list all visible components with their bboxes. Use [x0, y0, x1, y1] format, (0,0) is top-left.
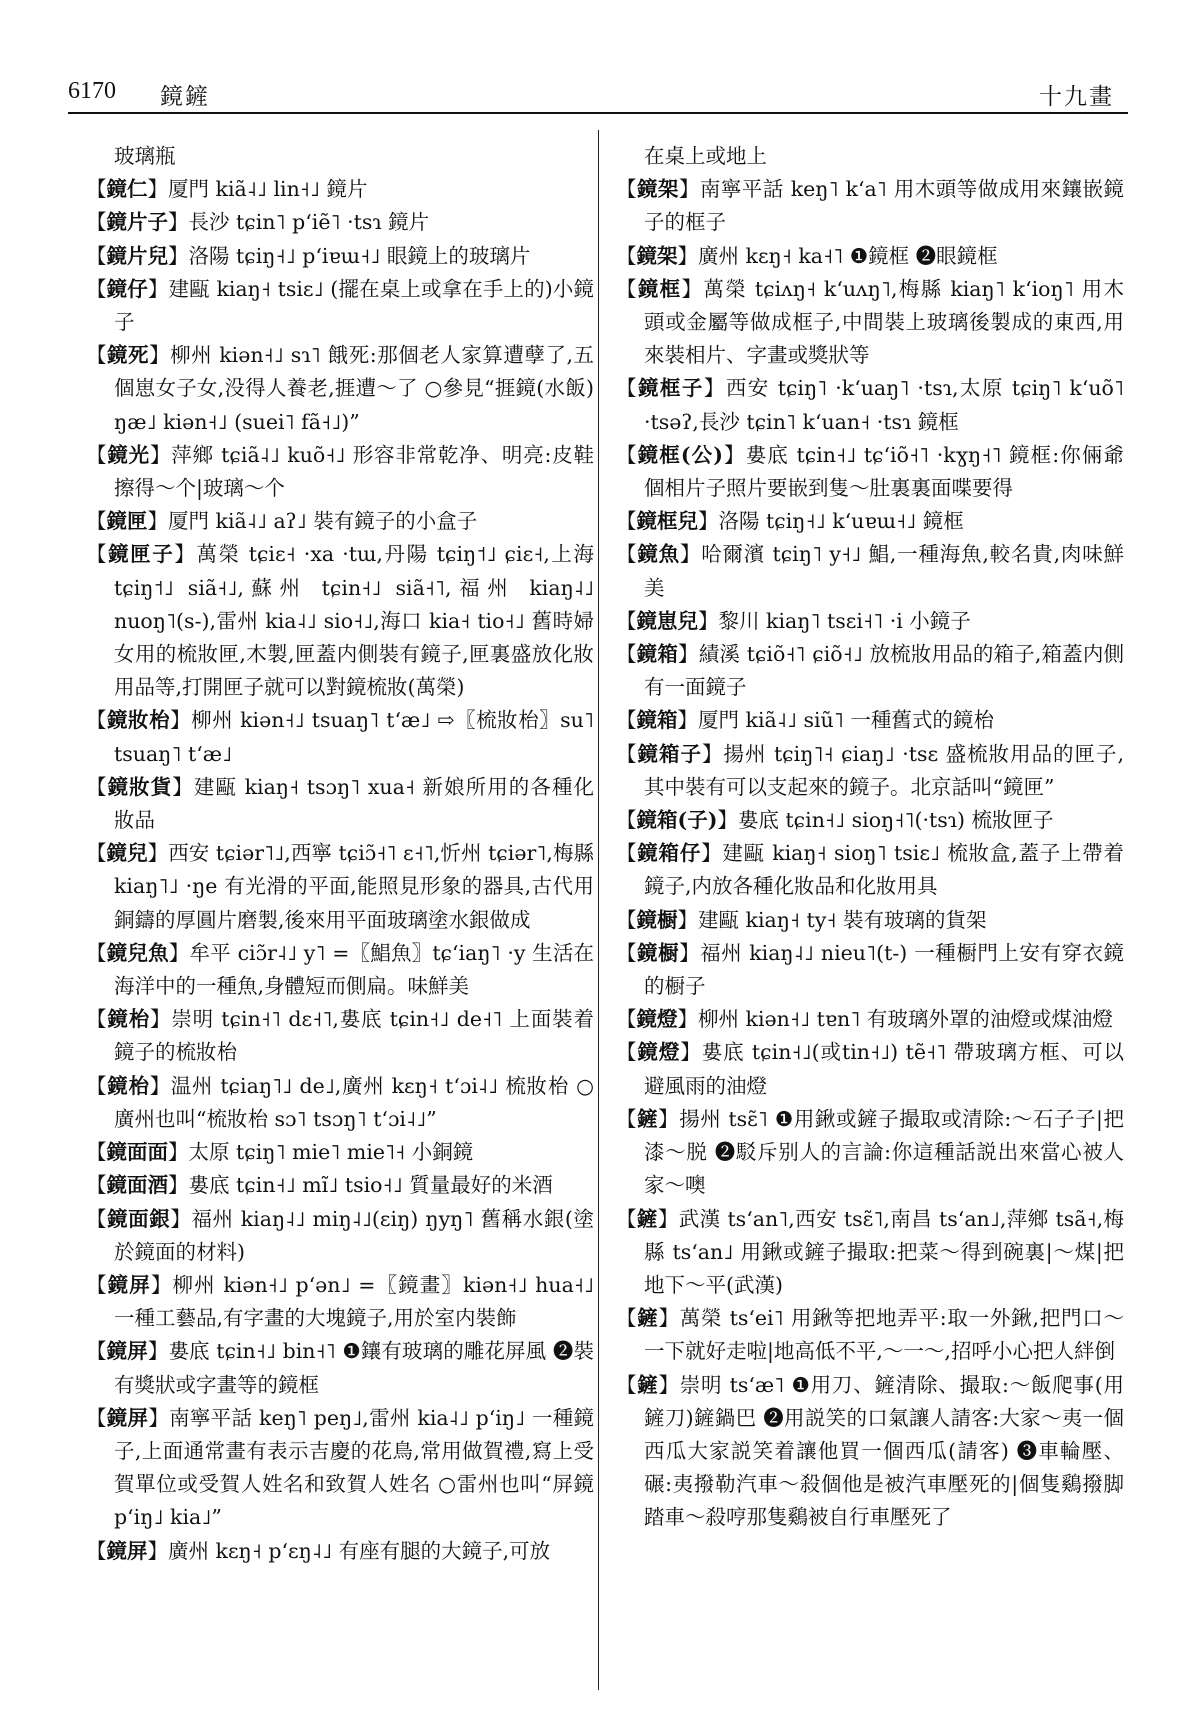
- dictionary-entry: [86, 1169, 594, 1202]
- dictionary-entry: [86, 704, 594, 770]
- entry-text: 揚州 tsɛ̃˥ ❶用鍬或鏟子撮取或清除:～石子子|把漆～脱 ❷駁斥别人的言論:你這種話説出來當心被人家～噢: [644, 1106, 1125, 1198]
- entry-text: 温州 tɕiaŋ˥˩ de˩,廣州 kɛŋ˧ tʻɔi˨˩ 梳妝枱 ○廣州也叫“梳妝枱 sɔ˥ tsɔŋ˥ tʻɔi˨˩”: [114, 1073, 595, 1131]
- entry-text: 萍鄉 tɕiã˨˩ kuõ˧˩ 形容非常乾净、明亮:皮鞋擦得～个|玻璃～个: [114, 442, 595, 501]
- entry-text: 黎川 kiaŋ˥ tsɛi˧˥ ·i 小鏡子: [718, 608, 971, 633]
- dictionary-entry: [86, 505, 594, 538]
- entry-headword: 【鏡仁】: [86, 177, 168, 202]
- entry-headword: 【鏡橱】: [616, 940, 701, 965]
- dictionary-entry: [616, 173, 1124, 239]
- entry-text: 績溪 tɕiõ˧˥ ɕiõ˧˩ 放梳妝用品的箱子,箱蓋内側有一面鏡子: [644, 642, 1125, 700]
- entry-text: 萬榮 tɕiʌŋ˧ kʻuʌŋ˥,梅縣 kiaŋ˥ kʻioŋ˥ 用木頭或金屬等做成框子,中間裝上玻璃後製成的東西,用來裝相片、字畫或獎狀等: [644, 276, 1125, 368]
- entry-headword: 【鏡屏】: [86, 1339, 169, 1364]
- entry-headword: 【鏡魚】: [616, 542, 702, 567]
- dictionary-entry: [616, 505, 1124, 538]
- stroke-count-label: 十九畫: [1039, 84, 1114, 110]
- dictionary-entry: [616, 273, 1124, 373]
- entry-headword: 【鏡死】: [86, 343, 171, 368]
- column-divider: [598, 130, 599, 1690]
- dictionary-entry: [86, 173, 594, 206]
- dictionary-entry: [86, 937, 594, 1003]
- entry-headword: 【鏡兒】: [86, 841, 169, 866]
- entry-headword: 【鏡兒魚】: [86, 940, 190, 965]
- entry-text: 福州 kiaŋ˨˩ nieu˥(t-) 一種橱門上安有穿衣鏡的橱子: [644, 940, 1125, 999]
- dictionary-entry: [616, 638, 1124, 704]
- entry-headword: 【鏟】: [616, 1306, 680, 1331]
- entry-text: 柳州 kiən˧˩ sɿ˥ 餓死:那個老人家算遭孽了,五個崽女子女,没得人養老,捱遭～了 ○參見“捱鏡(水飯) ŋæ˩ kiən˧˩ (suei˥ fã˧˩)”: [114, 343, 595, 434]
- dictionary-entry: [616, 904, 1124, 937]
- entry-headword: 【鏡妝枱】: [86, 708, 192, 733]
- entry-text: 建甌 kiaŋ˧ tsiɛ˩ (擺在桌上或拿在手上的)小鏡子: [114, 276, 595, 335]
- entry-headword: 【鏡架】: [616, 243, 698, 268]
- dictionary-entry: [86, 771, 594, 837]
- entry-headword: 【鏡妝貨】: [86, 774, 194, 799]
- entry-text: 廣州 kɛŋ˧ ka˧˥ ❶鏡框 ❷眼鏡框: [698, 243, 998, 268]
- entry-text: 建甌 kiaŋ˧ tsɔŋ˥ xua˧ 新娘所用的各種化妝品: [114, 774, 595, 833]
- entry-text: 洛陽 tɕiŋ˧˩ pʻiɐɯ˧˩ 眼鏡上的玻璃片: [188, 243, 531, 268]
- entry-text: 南寧平話 keŋ˥ peŋ˩,雷州 kia˨˩ pʻiŋ˩ 一種鏡子,上面通常畫有表示吉慶的花鳥,常用做賀禮,寫上受賀單位或受賀人姓名和致賀人姓名 ○雷州也叫“屏鏡 pʻiŋ˩ kia˩”: [114, 1405, 594, 1530]
- entry-text: 崇明 tɕin˧˥ dɛ˧˥,婁底 tɕin˧˩ de˧˥ 上面裝着鏡子的梳妝枱: [114, 1007, 594, 1065]
- entry-headword: 【鏡屏】: [86, 1272, 173, 1297]
- dictionary-entry: [86, 538, 594, 704]
- dictionary-entry: [616, 439, 1124, 505]
- dictionary-entry: [616, 738, 1124, 804]
- entry-headword: 【鏡箱(子)】: [616, 808, 738, 833]
- running-head: 鏡鏟: [160, 84, 210, 110]
- entry-text: 揚州 tɕiŋ˥˧ ɕiaŋ˩ ·tsɛ 盛梳妝用品的匣子,其中裝有可以支起來的鏡子。北京話叫“鏡匣”: [644, 741, 1125, 799]
- entry-headword: 【鏡枱】: [86, 1007, 172, 1032]
- entry-text: 柳州 kiən˧˩ pʻən˩ =〖鏡畫〗kiən˧˩ hua˧˩ 一種工藝品,有字畫的大塊鏡子,用於室内裝飾: [114, 1272, 595, 1331]
- dictionary-entry: [616, 538, 1124, 604]
- entry-headword: 【鏡屏】: [86, 1538, 168, 1563]
- dictionary-entry: [616, 372, 1124, 438]
- entry-headword: 【鏡箱仔】: [616, 841, 723, 866]
- entry-text: 厦門 kiã˨˩ siũ˥ 一種舊式的鏡枱: [698, 708, 994, 733]
- entry-text: 西安 tɕiŋ˥ ·kʻuaŋ˥ ·tsɿ,太原 tɕiŋ˥ kʻuõ˥ ·tsəʔ,長沙 tɕin˥ kʻuan˧ ·tsɿ 鏡框: [644, 376, 1125, 434]
- entry-text: 婁底 tɕin˧˩ tɕʻiõ˧˥ ·kɣŋ˧˥ 鏡框:你倆爺個相片子照片要嵌到隻～肚裏裏面喋要得: [644, 442, 1124, 501]
- dictionary-entry: [86, 206, 594, 239]
- entry-headword: 【鏡崽兒】: [616, 608, 719, 633]
- entry-text: 建甌 kiaŋ˧ sioŋ˥ tsiɛ˩ 梳妝盒,蓋子上帶着鏡子,内放各種化妝品和化妝用具: [644, 841, 1125, 899]
- entry-headword: 【鏡面酒】: [86, 1173, 189, 1198]
- entry-headword: 【鏡箱】: [616, 642, 699, 667]
- dictionary-entry: [86, 1070, 594, 1136]
- dictionary-entry: [86, 1269, 594, 1335]
- dictionary-entry: [616, 837, 1124, 903]
- entry-headword: 【鏡匣】: [86, 509, 168, 534]
- entry-text: 婁底 tɕin˧˩ mĩ˩ tsio˧˩ 質量最好的米酒: [188, 1173, 553, 1198]
- entry-text: 婁底 tɕin˧˩(或tin˧˩) tẽ˧˥ 帶玻璃方框、可以避風雨的油燈: [644, 1040, 1125, 1098]
- entry-text: 太原 tɕiŋ˥ mie˥ mie˥˧ 小銅鏡: [188, 1140, 474, 1165]
- entry-headword: 【鏡面銀】: [86, 1206, 192, 1231]
- dictionary-entry: [86, 439, 594, 505]
- dictionary-entry: [86, 240, 594, 273]
- entry-headword: 【鏡框兒】: [616, 509, 719, 534]
- dictionary-entry: [616, 605, 1124, 638]
- entry-text: 厦門 kiã˨˩ aʔ˩ 裝有鏡子的小盒子: [168, 509, 478, 534]
- entry-headword: 【鏡橱】: [616, 907, 698, 932]
- entry-headword: 【鏡燈】: [616, 1007, 698, 1032]
- entry-text: 福州 kiaŋ˨˩ miŋ˨˩(ɛiŋ) ŋyŋ˥ 舊稱水銀(塗於鏡面的材料): [114, 1206, 595, 1264]
- entry-headword: 【鏡框】: [616, 276, 704, 301]
- dictionary-entry: [616, 140, 1124, 173]
- entry-headword: 【鏡燈】: [616, 1040, 702, 1065]
- dictionary-entry: [86, 1535, 594, 1568]
- page-header: [68, 78, 1128, 114]
- dictionary-entry: [616, 1103, 1124, 1203]
- entry-text: 建甌 kiaŋ˧ ty˧ 裝有玻璃的貨架: [698, 907, 987, 932]
- entry-text: 在桌上或地上: [644, 144, 767, 168]
- dictionary-entry: [86, 1335, 594, 1401]
- entry-headword: 【鏡框(公)】: [616, 442, 746, 467]
- entry-headword: 【鏡匣子】: [86, 542, 197, 567]
- dictionary-entry: [616, 704, 1124, 737]
- dictionary-entry: [616, 240, 1124, 273]
- dictionary-entry: [86, 1203, 594, 1269]
- entry-headword: 【鏡面面】: [86, 1140, 189, 1165]
- dictionary-entry: [616, 1369, 1124, 1535]
- entry-headword: 【鏡箱】: [616, 708, 698, 733]
- entry-text: 長沙 tɕin˥ pʻiẽ˥ ·tsɿ 鏡片: [188, 210, 430, 235]
- dictionary-entry: [86, 339, 594, 439]
- dictionary-entry: [616, 1036, 1124, 1102]
- entry-text: 洛陽 tɕiŋ˧˩ kʻuɐɯ˧˩ 鏡框: [718, 509, 964, 534]
- dictionary-entry: [86, 1402, 594, 1535]
- entry-text: 婁底 tɕin˧˩ sioŋ˧˥(·tsɿ) 梳妝匣子: [737, 808, 1054, 833]
- entry-text: 南寧平話 keŋ˥ kʻa˥ 用木頭等做成用來鑲嵌鏡子的框子: [644, 177, 1125, 235]
- dictionary-entry: [616, 1203, 1124, 1303]
- entry-text: 柳州 kiən˧˩ tɐn˥ 有玻璃外罩的油燈或煤油燈: [698, 1007, 1113, 1032]
- left-column: [86, 140, 594, 1568]
- entry-headword: 【鏡片子】: [86, 210, 189, 235]
- dictionary-entry: [86, 140, 594, 173]
- dictionary-entry: [616, 1003, 1124, 1036]
- dictionary-entry: [86, 273, 594, 339]
- dictionary-entry: [616, 1302, 1124, 1368]
- entry-text: 廣州 kɛŋ˧ pʻɛŋ˨˩ 有座有腿的大鏡子,可放: [168, 1538, 551, 1563]
- dictionary-entry: [86, 1136, 594, 1169]
- entry-headword: 【鏡片兒】: [86, 243, 189, 268]
- entry-headword: 【鏡屏】: [86, 1405, 170, 1430]
- page-number: 6170: [68, 78, 116, 104]
- entry-text: 萬榮 tɕiɛ˧ ·xa ·tɯ,丹陽 tɕiŋ˦˩ ɕiɛ˧,上海 tɕiŋ˦˩ siã˧˩,蘇州 tɕin˧˩ siã˧˥,福州 kiaŋ˨˩ nuoŋ˥(s-),雷州 kia˨˩ sio˧˩,海口 kia˧ tio˧˩ 舊時婦女用的梳妝匣,木製,匣蓋内側裝有鏡子,匣裏盛放化妝用品等,打開匣子就可以對鏡梳妝(萬榮): [114, 542, 595, 700]
- entry-text: 武漢 tsʻan˥,西安 tsɛ̃˥,南昌 tsʻan˩,萍鄉 tsã˧,梅縣 tsʻan˩ 用鍬或鏟子撮取:把菜～得到碗裏|～煤|把地下～平(武漢): [644, 1206, 1125, 1297]
- header-rule: [68, 112, 1128, 114]
- entry-text: 婁底 tɕin˧˩ bin˧˥ ❶鑲有玻璃的雕花屏風 ❷裝有獎狀或字畫等的鏡框: [114, 1339, 595, 1397]
- entry-headword: 【鏟】: [616, 1106, 680, 1131]
- entry-headword: 【鏟】: [616, 1372, 680, 1397]
- entry-headword: 【鏡箱子】: [616, 741, 724, 766]
- dictionary-entry: [86, 1003, 594, 1069]
- entry-headword: 【鏡枱】: [86, 1073, 171, 1098]
- dictionary-entry: [86, 837, 594, 937]
- entry-text: 西安 tɕiər˥˩,西寧 tɕiɔ̃˧˥ ɛ˧˥,忻州 tɕiər˥,梅縣 kiaŋ˥˩ ·ŋe 有光滑的平面,能照見形象的器具,古代用銅鑄的厚圓片磨製,後來用平面玻璃塗水銀做成: [114, 841, 594, 932]
- entry-headword: 【鏡仔】: [86, 276, 169, 301]
- entry-headword: 【鏡架】: [616, 177, 700, 202]
- entry-text: 柳州 kiən˧˩ tsuaŋ˥ tʻæ˩ ⇨〖梳妝枱〗su˥ tsuaŋ˥ tʻæ˩: [114, 708, 594, 766]
- entry-headword: 【鏟】: [616, 1206, 679, 1231]
- right-column: [616, 140, 1124, 1535]
- entry-text: 牟平 ciɔ̃r˨˩ y˥ =〖鯧魚〗tɕʻiaŋ˥ ·y 生活在海洋中的一種魚,身體短而側扁。味鮮美: [114, 940, 595, 999]
- entry-text: 哈爾濱 tɕiŋ˥ y˧˩ 鯧,一種海魚,較名貴,肉味鮮美: [644, 542, 1125, 600]
- dictionary-entry: [616, 937, 1124, 1003]
- entry-text: 崇明 tsʻæ˥ ❶用刀、鏟清除、撮取:～飯爬事(用鏟刀)鏟鍋巴 ❷用説笑的口氣讓人請客:大家～夷一個西瓜大家説笑着讓他買一個西瓜(請客) ❸車輪壓、碾:夷撥勒汽車～殺個他是被汽車壓死的|個隻鷄撥脚踏車～殺哼那隻鷄被自行車壓死了: [644, 1372, 1125, 1530]
- entry-text: 玻璃瓶: [114, 144, 176, 168]
- entry-headword: 【鏡光】: [86, 442, 172, 467]
- entry-headword: 【鏡框子】: [616, 376, 726, 401]
- entry-text: 萬榮 tsʻei˥ 用鍬等把地弄平:取一外鍬,把門口～一下就好走啦|地高低不平,～一～,招呼小心把人絆倒: [644, 1306, 1125, 1364]
- entry-text: 厦門 kiã˨˩ lin˧˩ 鏡片: [168, 177, 368, 202]
- dictionary-entry: [616, 804, 1124, 837]
